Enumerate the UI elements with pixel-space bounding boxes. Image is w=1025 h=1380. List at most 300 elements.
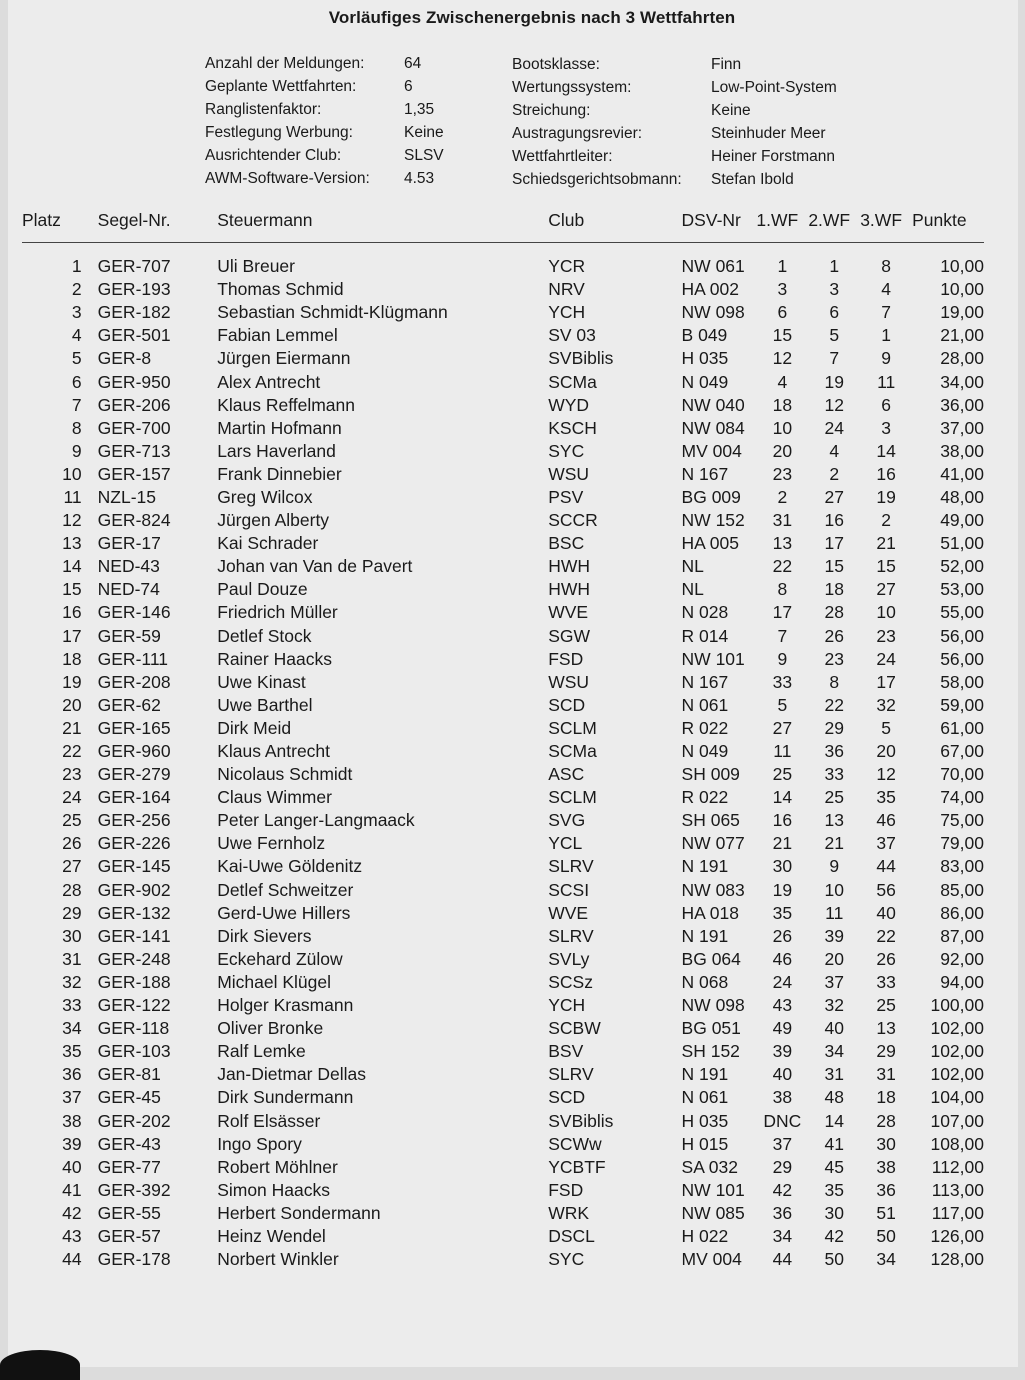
cell-wf3: 34: [876, 1249, 896, 1270]
col-header-platz: Platz: [22, 208, 98, 243]
cell-wf1: 40: [772, 1064, 793, 1085]
cell-steuermann: Kai-Uwe Göldenitz: [217, 856, 363, 877]
table-row: [22, 370, 984, 393]
cell-platz: 41: [62, 1179, 82, 1200]
meta-left: [205, 52, 444, 190]
cell-platz: 21: [62, 717, 82, 738]
cell-wf2: 33: [824, 764, 844, 785]
meta-right: [512, 53, 837, 191]
table-row: [22, 694, 984, 717]
cell-segel-nr: NZL-15: [97, 486, 156, 507]
cell-segel-nr: GER-279: [97, 764, 171, 785]
cell-wf1: 49: [772, 1018, 793, 1039]
meta-label: Bootsklasse:: [512, 56, 600, 73]
photo-edge-shadow: [0, 1350, 80, 1380]
cell-platz: 9: [71, 440, 82, 461]
cell-steuermann: Holger Krasmann: [217, 995, 354, 1016]
cell-club: ASC: [548, 764, 585, 785]
cell-punkte: 36,00: [940, 394, 984, 415]
cell-platz: 32: [62, 971, 82, 992]
cell-wf1: 26: [772, 925, 793, 946]
cell-steuermann: Dirk Sundermann: [217, 1087, 354, 1108]
cell-wf2: 19: [824, 371, 844, 392]
table-row: [22, 648, 984, 671]
cell-dsv-nr: SH 152: [681, 1041, 740, 1062]
cell-wf1: 22: [772, 556, 793, 577]
cell-wf2: 29: [824, 717, 844, 738]
cell-dsv-nr: R 014: [681, 625, 729, 646]
table-row: [22, 740, 984, 763]
cell-platz: 10: [62, 463, 82, 484]
cell-wf3: 50: [876, 1225, 896, 1246]
cell-wf3: 19: [876, 486, 896, 507]
cell-segel-nr: GER-188: [97, 971, 171, 992]
cell-segel-nr: GER-132: [97, 902, 171, 923]
cell-dsv-nr: NW 101: [681, 1179, 745, 1200]
table-row: [22, 625, 984, 648]
cell-wf2: 1: [829, 256, 840, 277]
cell-wf2: 10: [824, 879, 844, 900]
meta-label: Ausrichtender Club:: [205, 147, 342, 164]
cell-wf3: 38: [876, 1156, 896, 1177]
cell-wf2: 32: [824, 995, 844, 1016]
cell-wf2: 20: [824, 948, 844, 969]
cell-platz: 24: [62, 787, 82, 808]
cell-wf2: 39: [824, 925, 844, 946]
cell-punkte: 87,00: [940, 925, 984, 946]
cell-club: SCSI: [548, 879, 590, 900]
cell-dsv-nr: NW 098: [681, 302, 745, 323]
table-row: [22, 1156, 984, 1179]
cell-steuermann: Lars Haverland: [217, 440, 336, 461]
cell-wf1: 5: [777, 694, 788, 715]
cell-punkte: 74,00: [940, 787, 984, 808]
cell-segel-nr: GER-182: [97, 302, 171, 323]
cell-wf1: 19: [772, 879, 793, 900]
cell-steuermann: Johan van Van de Pavert: [217, 556, 413, 577]
table-row: [22, 1017, 984, 1040]
cell-dsv-nr: BG 009: [681, 486, 741, 507]
col-header-steuermann: Steuermann: [217, 208, 548, 243]
table-row: [22, 1202, 984, 1225]
meta-row: [205, 52, 444, 75]
cell-punkte: 102,00: [930, 1018, 984, 1039]
cell-segel-nr: GER-59: [97, 625, 161, 646]
cell-segel-nr: GER-77: [97, 1156, 161, 1177]
cell-punkte: 102,00: [930, 1041, 984, 1062]
cell-club: YCH: [548, 995, 586, 1016]
cell-wf3: 16: [876, 463, 896, 484]
cell-club: BSV: [548, 1041, 584, 1062]
cell-segel-nr: NED-43: [97, 556, 160, 577]
cell-wf3: 28: [876, 1110, 896, 1131]
cell-wf1: 2: [777, 486, 788, 507]
cell-club: WSU: [548, 671, 590, 692]
meta-label: Streichung:: [512, 102, 591, 119]
cell-segel-nr: GER-202: [97, 1110, 171, 1131]
cell-segel-nr: GER-62: [97, 694, 161, 715]
cell-segel-nr: GER-902: [97, 879, 171, 900]
cell-platz: 7: [71, 394, 82, 415]
cell-club: SYC: [548, 1249, 585, 1270]
cell-club: YCR: [548, 256, 586, 277]
cell-wf3: 14: [876, 440, 896, 461]
cell-club: SCD: [548, 694, 586, 715]
cell-wf3: 12: [876, 764, 896, 785]
col-header-wf3: 3.WF: [860, 208, 912, 243]
cell-wf2: 17: [824, 533, 844, 554]
table-row: [22, 786, 984, 809]
cell-club: YCH: [548, 302, 586, 323]
cell-platz: 13: [62, 533, 82, 554]
cell-segel-nr: GER-165: [97, 717, 171, 738]
cell-segel-nr: GER-707: [97, 256, 171, 277]
table-row: [22, 1248, 984, 1271]
cell-club: SLRV: [548, 856, 594, 877]
cell-punkte: 38,00: [940, 440, 984, 461]
cell-segel-nr: GER-256: [97, 810, 171, 831]
cell-steuermann: Detlef Schweitzer: [217, 879, 354, 900]
cell-punkte: 53,00: [940, 579, 984, 600]
cell-wf3: 33: [876, 971, 896, 992]
cell-segel-nr: GER-145: [97, 856, 171, 877]
cell-punkte: 85,00: [940, 879, 984, 900]
cell-wf2: 34: [824, 1041, 844, 1062]
table-row: [22, 902, 984, 925]
cell-wf2: 37: [824, 971, 844, 992]
cell-wf2: 40: [824, 1018, 844, 1039]
cell-club: WYD: [548, 394, 590, 415]
cell-dsv-nr: NL: [681, 556, 704, 577]
cell-club: WSU: [548, 463, 590, 484]
cell-club: SCCR: [548, 510, 598, 531]
cell-wf3: 35: [876, 787, 896, 808]
cell-punkte: 128,00: [930, 1249, 984, 1270]
cell-steuermann: Dirk Sievers: [217, 925, 312, 946]
meta-value: 4.53: [404, 170, 435, 187]
cell-wf2: 12: [824, 394, 844, 415]
cell-segel-nr: GER-103: [97, 1041, 171, 1062]
cell-platz: 18: [62, 648, 82, 669]
cell-wf2: 41: [824, 1133, 844, 1154]
cell-steuermann: Thomas Schmid: [217, 279, 344, 300]
table-row: [22, 1133, 984, 1156]
cell-platz: 25: [62, 810, 82, 831]
cell-wf2: 28: [824, 602, 844, 623]
cell-wf3: 31: [876, 1064, 896, 1085]
cell-steuermann: Gerd-Uwe Hillers: [217, 902, 351, 923]
cell-wf2: 45: [824, 1156, 844, 1177]
cell-segel-nr: GER-8: [97, 348, 152, 369]
cell-wf1: 33: [772, 671, 793, 692]
cell-wf2: 9: [829, 856, 840, 877]
cell-dsv-nr: NW 084: [681, 417, 745, 438]
cell-wf3: 11: [877, 371, 896, 392]
cell-steuermann: Rainer Haacks: [217, 648, 332, 669]
cell-dsv-nr: NW 085: [681, 1202, 745, 1223]
cell-steuermann: Martin Hofmann: [217, 417, 342, 438]
cell-platz: 36: [62, 1064, 82, 1085]
cell-platz: 16: [62, 602, 82, 623]
cell-dsv-nr: NW 098: [681, 995, 745, 1016]
meta-label: Schiedsgerichtsobmann:: [512, 171, 682, 188]
cell-segel-nr: GER-81: [97, 1064, 161, 1085]
cell-platz: 23: [62, 764, 82, 785]
cell-punkte: 55,00: [940, 602, 984, 623]
table-row: [22, 855, 984, 878]
meta-label: Wertungssystem:: [512, 79, 632, 96]
cell-wf3: 36: [876, 1179, 896, 1200]
cell-dsv-nr: SA 032: [681, 1156, 738, 1177]
cell-wf1: 27: [772, 717, 793, 738]
cell-punkte: 67,00: [940, 741, 984, 762]
cell-segel-nr: GER-178: [97, 1249, 171, 1270]
table-row: [22, 417, 984, 440]
meta-label: AWM-Software-Version:: [205, 170, 370, 187]
cell-club: KSCH: [548, 417, 597, 438]
cell-platz: 2: [71, 279, 82, 300]
cell-punkte: 19,00: [940, 302, 984, 323]
cell-wf2: 23: [824, 648, 844, 669]
cell-wf1: 17: [772, 602, 793, 623]
cell-wf2: 25: [824, 787, 844, 808]
col-header-segel: Segel-Nr.: [98, 208, 218, 243]
cell-segel-nr: GER-45: [97, 1087, 161, 1108]
cell-wf2: 6: [829, 302, 840, 323]
cell-steuermann: Alex Antrecht: [217, 371, 321, 392]
col-header-wf1: 1.WF: [756, 208, 808, 243]
cell-wf2: 27: [824, 486, 844, 507]
cell-wf1: 42: [772, 1179, 793, 1200]
cell-segel-nr: GER-700: [97, 417, 171, 438]
cell-wf2: 14: [824, 1110, 844, 1131]
cell-wf2: 22: [824, 694, 844, 715]
spacer-row: [22, 243, 984, 256]
cell-wf2: 48: [824, 1087, 844, 1108]
meta-value: 64: [404, 55, 422, 72]
cell-steuermann: Fabian Lemmel: [217, 325, 338, 346]
meta-value: Keine: [711, 102, 751, 119]
cell-wf1: 21: [772, 833, 793, 854]
cell-steuermann: Klaus Antrecht: [217, 741, 331, 762]
table-row: [22, 1109, 984, 1132]
cell-platz: 4: [71, 325, 82, 346]
cell-platz: 1: [71, 256, 82, 277]
cell-club: SLRV: [548, 925, 594, 946]
cell-dsv-nr: N 068: [681, 971, 729, 992]
col-header-wf2: 2.WF: [808, 208, 860, 243]
cell-punkte: 117,00: [931, 1202, 984, 1223]
cell-platz: 42: [62, 1202, 82, 1223]
cell-segel-nr: GER-248: [97, 948, 171, 969]
cell-wf3: 13: [876, 1018, 896, 1039]
cell-wf1: 9: [777, 648, 788, 669]
cell-steuermann: Uwe Kinast: [217, 671, 306, 692]
meta-row: [512, 168, 837, 191]
table-row: [22, 324, 984, 347]
cell-club: SCBW: [548, 1018, 601, 1039]
cell-dsv-nr: H 035: [681, 1110, 729, 1131]
cell-segel-nr: GER-146: [97, 602, 171, 623]
cell-club: SCMa: [548, 741, 597, 762]
table-row: [22, 671, 984, 694]
cell-punkte: 49,00: [940, 510, 984, 531]
cell-wf1: 8: [777, 579, 788, 600]
cell-steuermann: Simon Haacks: [217, 1179, 331, 1200]
cell-wf1: 34: [772, 1225, 793, 1246]
cell-steuermann: Ralf Lemke: [217, 1041, 306, 1062]
cell-wf3: 40: [876, 902, 896, 923]
cell-club: SVBiblis: [548, 348, 614, 369]
cell-club: SVLy: [548, 948, 590, 969]
cell-club: SCD: [548, 1087, 586, 1108]
cell-punkte: 51,00: [940, 533, 984, 554]
meta-value: Heiner Forstmann: [711, 148, 836, 165]
cell-steuermann: Paul Douze: [217, 579, 308, 600]
cell-club: YCBTF: [548, 1156, 606, 1177]
cell-wf3: 9: [881, 348, 892, 369]
cell-wf2: 18: [824, 579, 844, 600]
cell-wf3: 25: [876, 995, 896, 1016]
cell-steuermann: Eckehard Zülow: [217, 948, 343, 969]
cell-club: SLRV: [548, 1064, 594, 1085]
table-row: [22, 601, 984, 624]
cell-wf1: 15: [772, 325, 793, 346]
cell-wf2: 7: [829, 348, 840, 369]
cell-wf3: 17: [876, 671, 896, 692]
cell-wf1: 43: [772, 995, 793, 1016]
cell-segel-nr: GER-122: [97, 995, 171, 1016]
cell-steuermann: Greg Wilcox: [217, 486, 313, 507]
cell-platz: 39: [62, 1133, 82, 1154]
cell-wf3: 20: [876, 741, 896, 762]
cell-platz: 11: [63, 486, 82, 507]
cell-wf3: 21: [876, 533, 896, 554]
cell-steuermann: Heinz Wendel: [217, 1225, 326, 1246]
cell-steuermann: Michael Klügel: [217, 971, 331, 992]
cell-platz: 44: [62, 1249, 82, 1270]
meta-row: [512, 122, 837, 145]
cell-wf3: 22: [876, 925, 896, 946]
meta-row: [205, 75, 444, 98]
meta-value: SLSV: [404, 147, 444, 164]
table-row: [22, 278, 984, 301]
cell-punkte: 79,00: [940, 833, 984, 854]
cell-punkte: 56,00: [940, 648, 984, 669]
table-row: [22, 578, 984, 601]
cell-dsv-nr: R 022: [681, 787, 729, 808]
meta-value: Steinhuder Meer: [711, 125, 826, 142]
table-row: [22, 301, 984, 324]
cell-platz: 30: [62, 925, 82, 946]
cell-platz: 37: [62, 1087, 82, 1108]
cell-wf3: 18: [876, 1087, 896, 1108]
cell-club: FSD: [548, 1179, 584, 1200]
cell-dsv-nr: N 049: [681, 371, 729, 392]
cell-punkte: 10,00: [940, 279, 984, 300]
cell-dsv-nr: N 191: [681, 925, 729, 946]
cell-wf2: 8: [829, 671, 840, 692]
table-row: [22, 1063, 984, 1086]
cell-steuermann: Uwe Barthel: [217, 694, 313, 715]
cell-punkte: 100,00: [930, 995, 984, 1016]
cell-platz: 27: [62, 856, 82, 877]
cell-dsv-nr: N 061: [681, 1087, 729, 1108]
cell-club: YCL: [548, 833, 583, 854]
cell-club: FSD: [548, 648, 584, 669]
cell-wf3: 7: [881, 302, 892, 323]
cell-platz: 40: [62, 1156, 82, 1177]
cell-wf1: 3: [777, 279, 788, 300]
col-header-club: Club: [548, 208, 681, 243]
cell-punkte: 61,00: [940, 717, 984, 738]
cell-steuermann: Robert Möhlner: [217, 1156, 338, 1177]
cell-segel-nr: GER-57: [97, 1225, 161, 1246]
cell-wf3: 32: [876, 694, 896, 715]
cell-steuermann: Jürgen Eiermann: [217, 348, 351, 369]
cell-wf1: 37: [772, 1133, 793, 1154]
cell-wf3: 44: [876, 856, 896, 877]
cell-steuermann: Jürgen Alberty: [217, 510, 330, 531]
meta-label: Ranglistenfaktor:: [205, 101, 322, 118]
cell-wf2: 13: [824, 810, 844, 831]
cell-punkte: 83,00: [940, 856, 984, 877]
cell-wf3: 15: [876, 556, 896, 577]
cell-wf1: 44: [772, 1249, 793, 1270]
table-row: [22, 440, 984, 463]
meta-row: [512, 145, 837, 168]
cell-dsv-nr: NW 061: [681, 256, 745, 277]
meta-row: [512, 99, 837, 122]
table-row: [22, 532, 984, 555]
cell-platz: 15: [62, 579, 82, 600]
cell-punkte: 28,00: [940, 348, 984, 369]
cell-steuermann: Uwe Fernholz: [217, 833, 326, 854]
table-row: [22, 509, 984, 532]
cell-wf3: 6: [881, 394, 892, 415]
page-title: Vorläufiges Zwischenergebnis nach 3 Wettfahrten: [328, 8, 736, 27]
cell-wf3: 29: [876, 1041, 896, 1062]
cell-wf3: 24: [876, 648, 896, 669]
cell-platz: 22: [62, 741, 82, 762]
cell-segel-nr: GER-55: [97, 1202, 161, 1223]
table-row: [22, 809, 984, 832]
cell-club: SCWw: [548, 1133, 602, 1154]
cell-wf1: 13: [772, 533, 793, 554]
table-row: [22, 486, 984, 509]
cell-wf1: 11: [773, 741, 792, 762]
cell-platz: 43: [62, 1225, 82, 1246]
cell-dsv-nr: H 035: [681, 348, 729, 369]
cell-club: SCSz: [548, 971, 593, 992]
table-row: [22, 717, 984, 740]
cell-wf1: 31: [772, 510, 793, 531]
cell-segel-nr: GER-17: [97, 533, 161, 554]
cell-platz: 35: [62, 1041, 82, 1062]
cell-segel-nr: GER-111: [97, 648, 168, 669]
cell-steuermann: Norbert Winkler: [217, 1249, 339, 1270]
cell-punkte: 108,00: [930, 1133, 984, 1154]
cell-wf3: 26: [876, 948, 896, 969]
cell-platz: 34: [62, 1018, 82, 1039]
cell-punkte: 52,00: [940, 556, 984, 577]
cell-wf1: 29: [772, 1156, 793, 1177]
cell-segel-nr: GER-43: [97, 1133, 161, 1154]
cell-wf3: 8: [881, 256, 892, 277]
cell-wf1: 18: [772, 394, 793, 415]
cell-steuermann: Ingo Spory: [217, 1133, 302, 1154]
table-row: [22, 879, 984, 902]
